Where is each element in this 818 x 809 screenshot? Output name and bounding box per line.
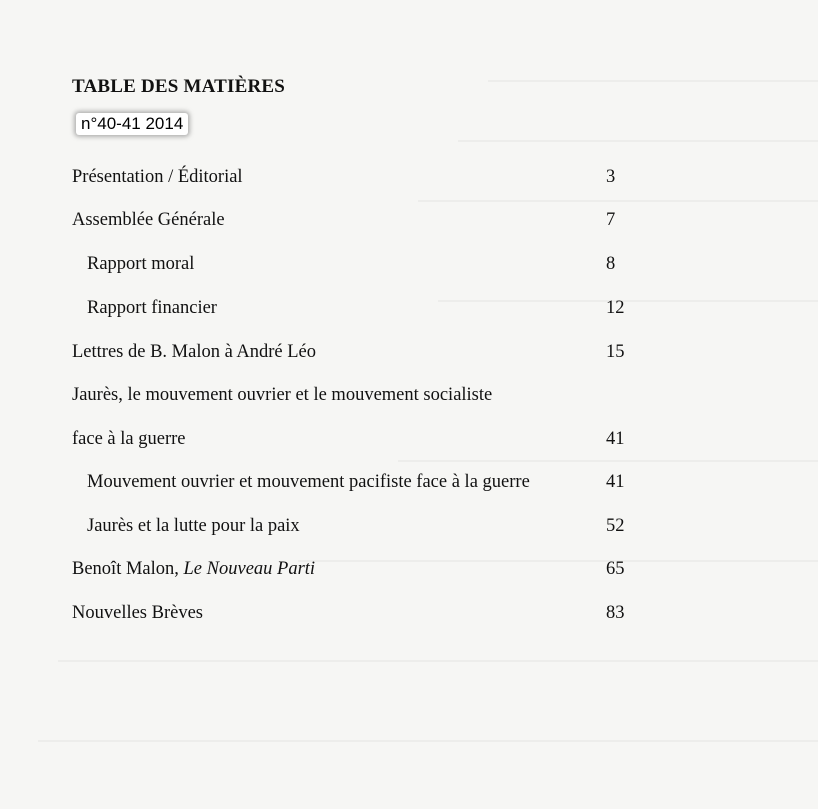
toc-entry[interactable] (72, 602, 752, 624)
bleed-through-line (418, 200, 818, 202)
bleed-through-line (488, 80, 818, 82)
toc-title: TABLE DES MATIÈRES (72, 76, 286, 97)
toc-entry-label: face à la guerre (72, 429, 186, 449)
toc-entry[interactable] (72, 384, 752, 406)
bleed-through-line (38, 740, 818, 742)
toc-entry-page: 12 (606, 298, 625, 318)
toc-entry-label-prefix: Benoît Malon, (72, 559, 184, 579)
toc-entry[interactable] (72, 558, 752, 580)
toc-entry-page: 41 (606, 429, 625, 449)
toc-entry-page: 15 (606, 342, 625, 362)
toc-entry-page: 83 (606, 603, 625, 623)
toc-entry-label: Assemblée Générale (72, 210, 225, 230)
issue-number-badge: n°40-41 2014 (76, 113, 188, 135)
bleed-through-line (458, 140, 818, 142)
toc-entry-page: 52 (606, 516, 625, 536)
toc-entry[interactable] (72, 428, 752, 450)
toc-entry-label: Mouvement ouvrier et mouvement pacifiste face à la guerre (87, 472, 530, 492)
toc-entry-label-italic: Le Nouveau Parti (183, 559, 316, 579)
toc-subentry[interactable] (72, 471, 752, 493)
bleed-through-line (58, 660, 818, 662)
toc-entry-page: 7 (606, 210, 616, 230)
toc-entry-label: Rapport moral (87, 254, 195, 274)
toc-entry-label: Lettres de B. Malon à André Léo (72, 342, 317, 362)
toc-entry-page: 65 (606, 559, 625, 579)
toc-entry-page: 8 (606, 254, 616, 274)
toc-entry-label: Jaurès et la lutte pour la paix (87, 516, 300, 536)
toc-entry-label: Rapport financier (87, 298, 217, 318)
toc-entry-label: Nouvelles Brèves (72, 603, 204, 623)
toc-entry-label: Présentation / Éditorial (72, 167, 243, 187)
toc-entry[interactable] (72, 209, 752, 231)
toc-subentry[interactable] (72, 297, 752, 319)
bleed-through-line (398, 460, 818, 462)
toc-entry-label (72, 558, 315, 580)
toc-entry[interactable] (72, 341, 752, 363)
toc-entry-label: Jaurès, le mouvement ouvrier et le mouvement socialiste (72, 385, 493, 405)
toc-entry-page: 3 (606, 167, 616, 187)
toc-entry[interactable] (72, 166, 752, 188)
toc-subentry[interactable] (72, 253, 752, 275)
toc-entry-page: 41 (606, 472, 625, 492)
toc-subentry[interactable] (72, 515, 752, 537)
